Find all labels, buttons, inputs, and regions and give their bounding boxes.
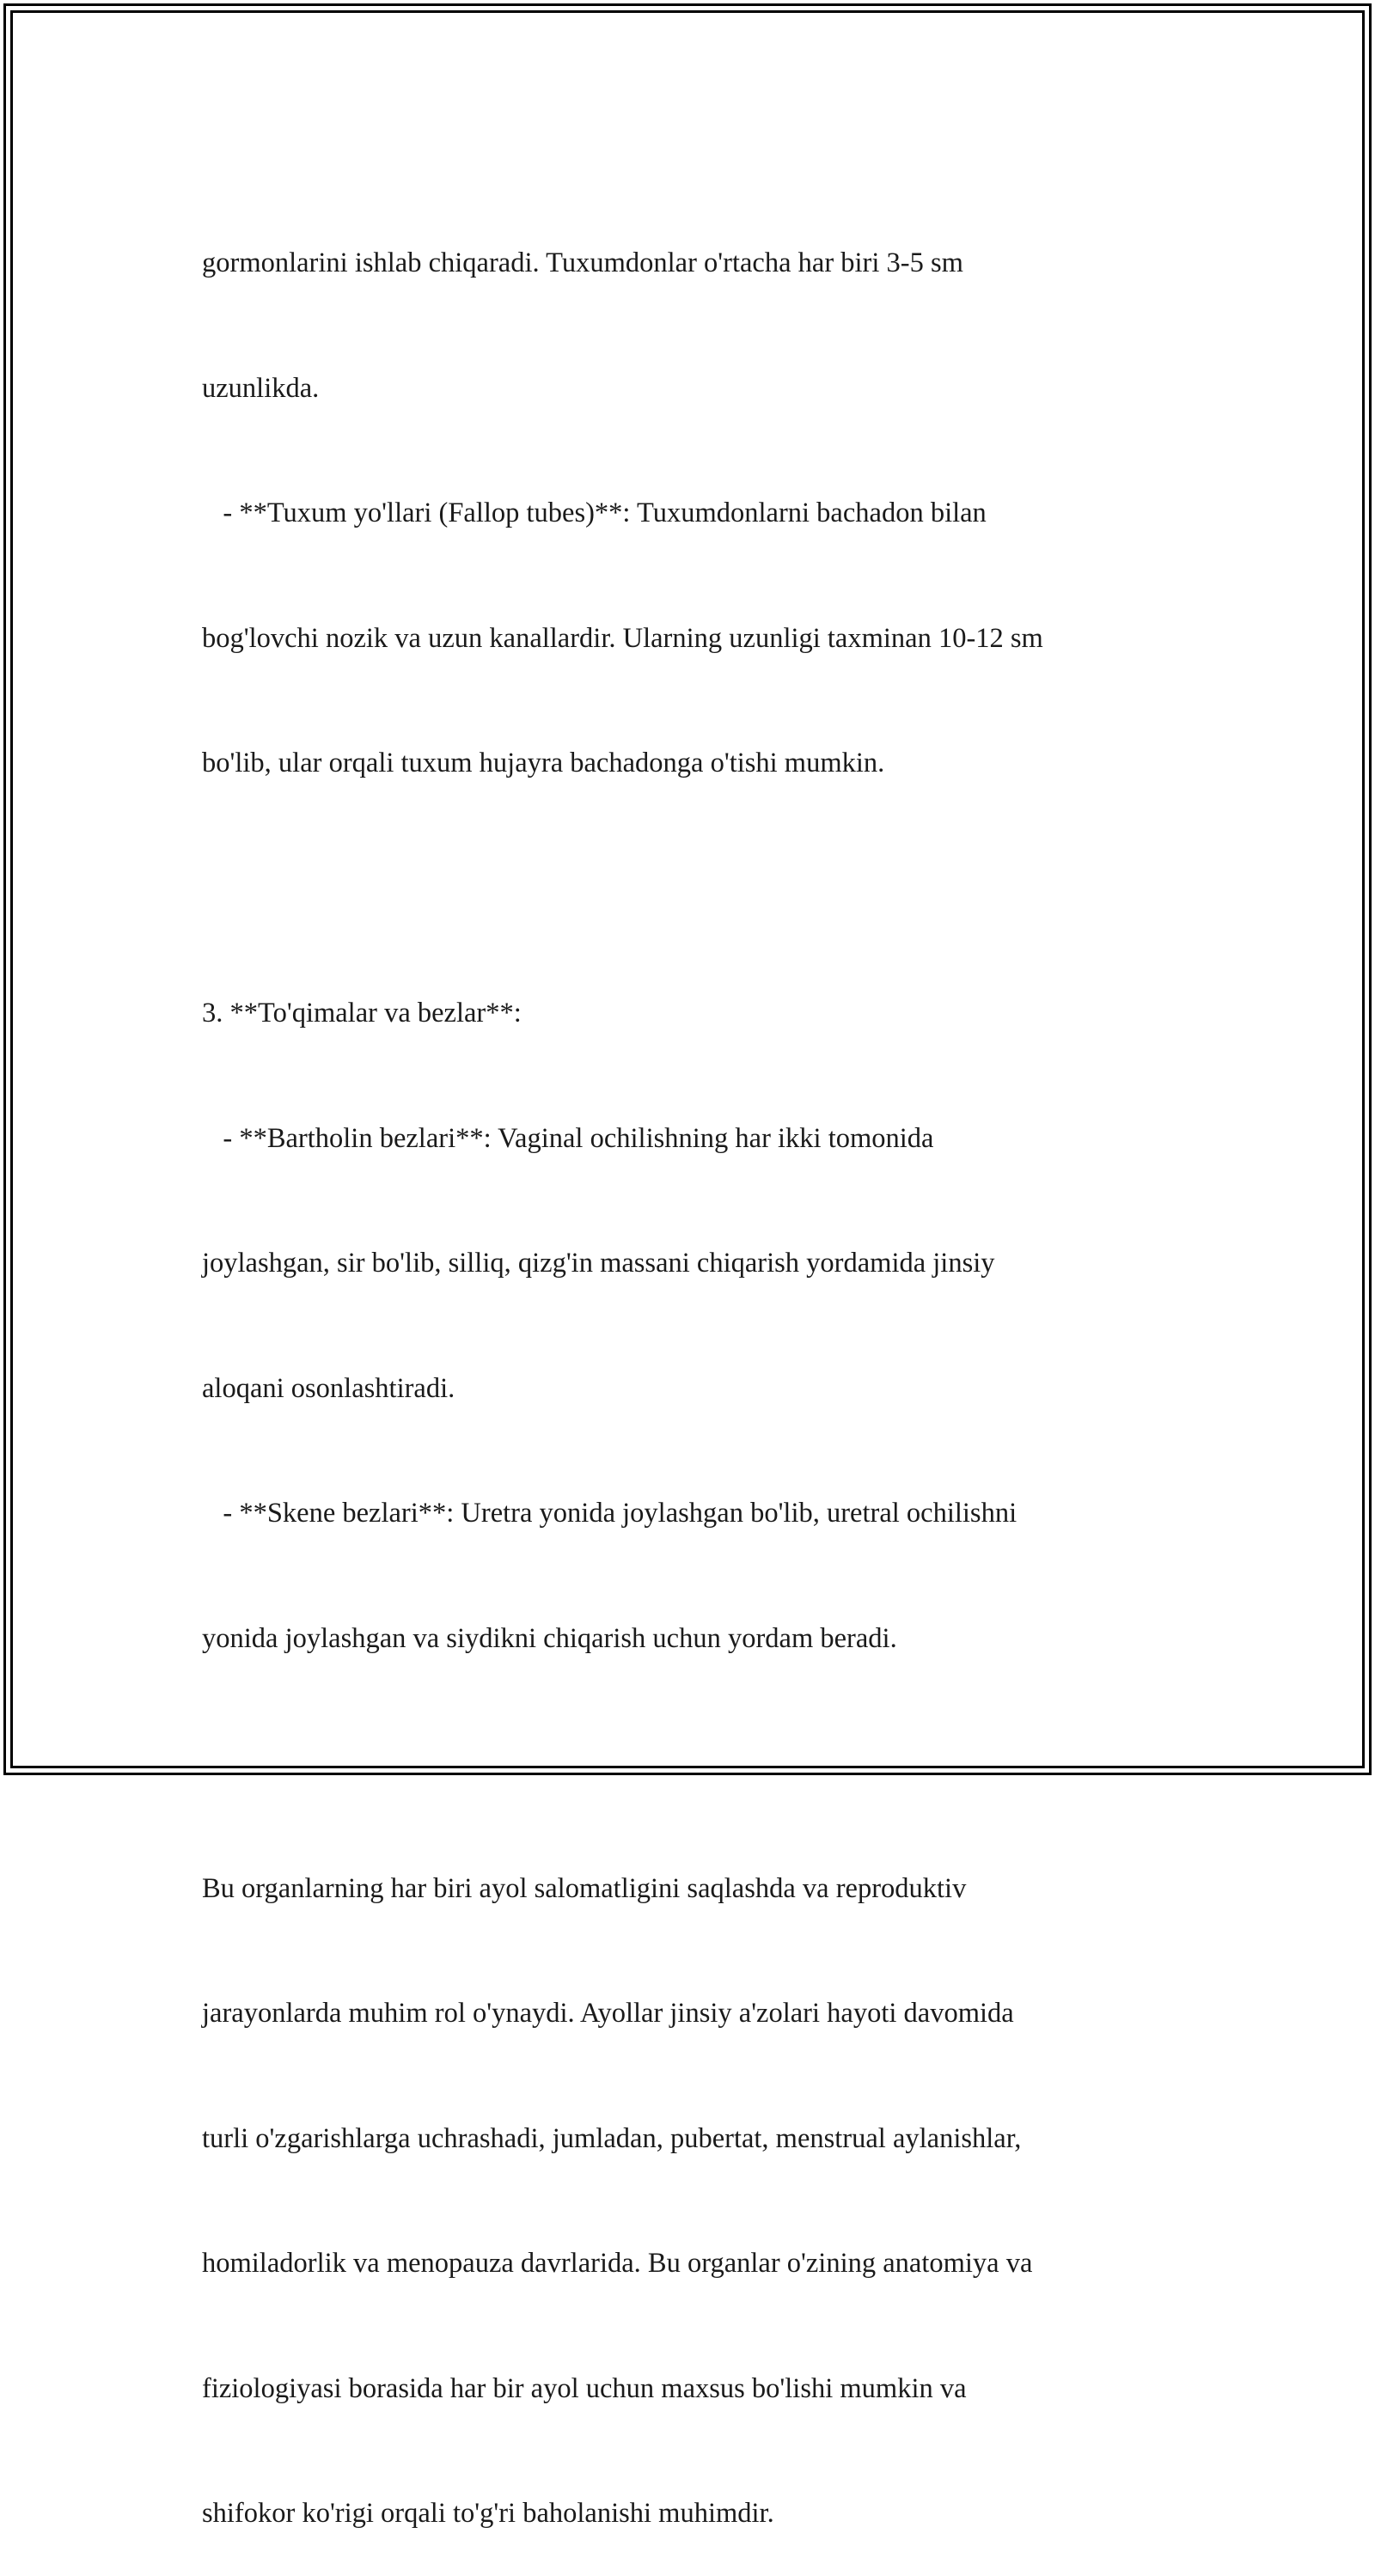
text-line: yonida joylashgan va siydikni chiqarish uchun yordam beradi.	[202, 1622, 897, 1654]
text-line: aloqani osonlashtiradi.	[202, 1372, 455, 1404]
blank-line	[202, 1743, 1190, 1785]
text-line: - **Skene bezlari**: Uretra yonida joylashgan bo'lib, uretral ochilishni	[202, 1498, 1018, 1529]
text-line: gormonlarini ishlab chiqaradi. Tuxumdonlar o'rtacha har biri 3-5 sm	[202, 247, 963, 278]
text-line: jarayonlarda muhim rol o'ynaydi. Ayollar jinsiy a'zolari hayoti davomida	[202, 1998, 1014, 2029]
text-line: turli o'zgarishlarga uchrashadi, jumladan, pubertat, menstrual aylanishlar,	[202, 2122, 1022, 2154]
text-line: - **Bartholin bezlari**: Vaginal ochilishning har ikki tomonida	[202, 1122, 934, 1154]
text-line: homiladorlik va menopauza davrlarida. Bu organlar o'zining anatomiya va	[202, 2248, 1033, 2279]
text-line: Bu organlarning har biri ayol salomatligini saqlashda va reproduktiv	[202, 1872, 967, 1904]
text-line: bo'lib, ular orqali tuxum hujayra bachadonga o'tishi mumkin.	[202, 748, 885, 778]
text-line: shifokor ko'rigi orqali to'g'ri baholanishi muhimdir.	[202, 2498, 774, 2529]
text-line: uzunlikda.	[202, 372, 320, 404]
document-body	[202, 159, 1190, 2576]
text-line: bog'lovchi nozik va uzun kanallardir. Ularning uzunligi taxminan 10-12 sm	[202, 622, 1043, 654]
text-line: - **Tuxum yo'llari (Fallop tubes)**: Tuxumdonlarni bachadon bilan	[202, 497, 987, 528]
text-line: fiziologiyasi borasida har bir ayol uchun maxsus bo'lishi mumkin va	[202, 2372, 967, 2404]
text-line: joylashgan, sir bo'lib, silliq, qizg'in massani chiqarish yordamida jinsiy	[202, 1248, 995, 1279]
blank-line	[202, 868, 1190, 910]
section-heading: 3. **To'qimalar va bezlar**:	[202, 998, 522, 1029]
